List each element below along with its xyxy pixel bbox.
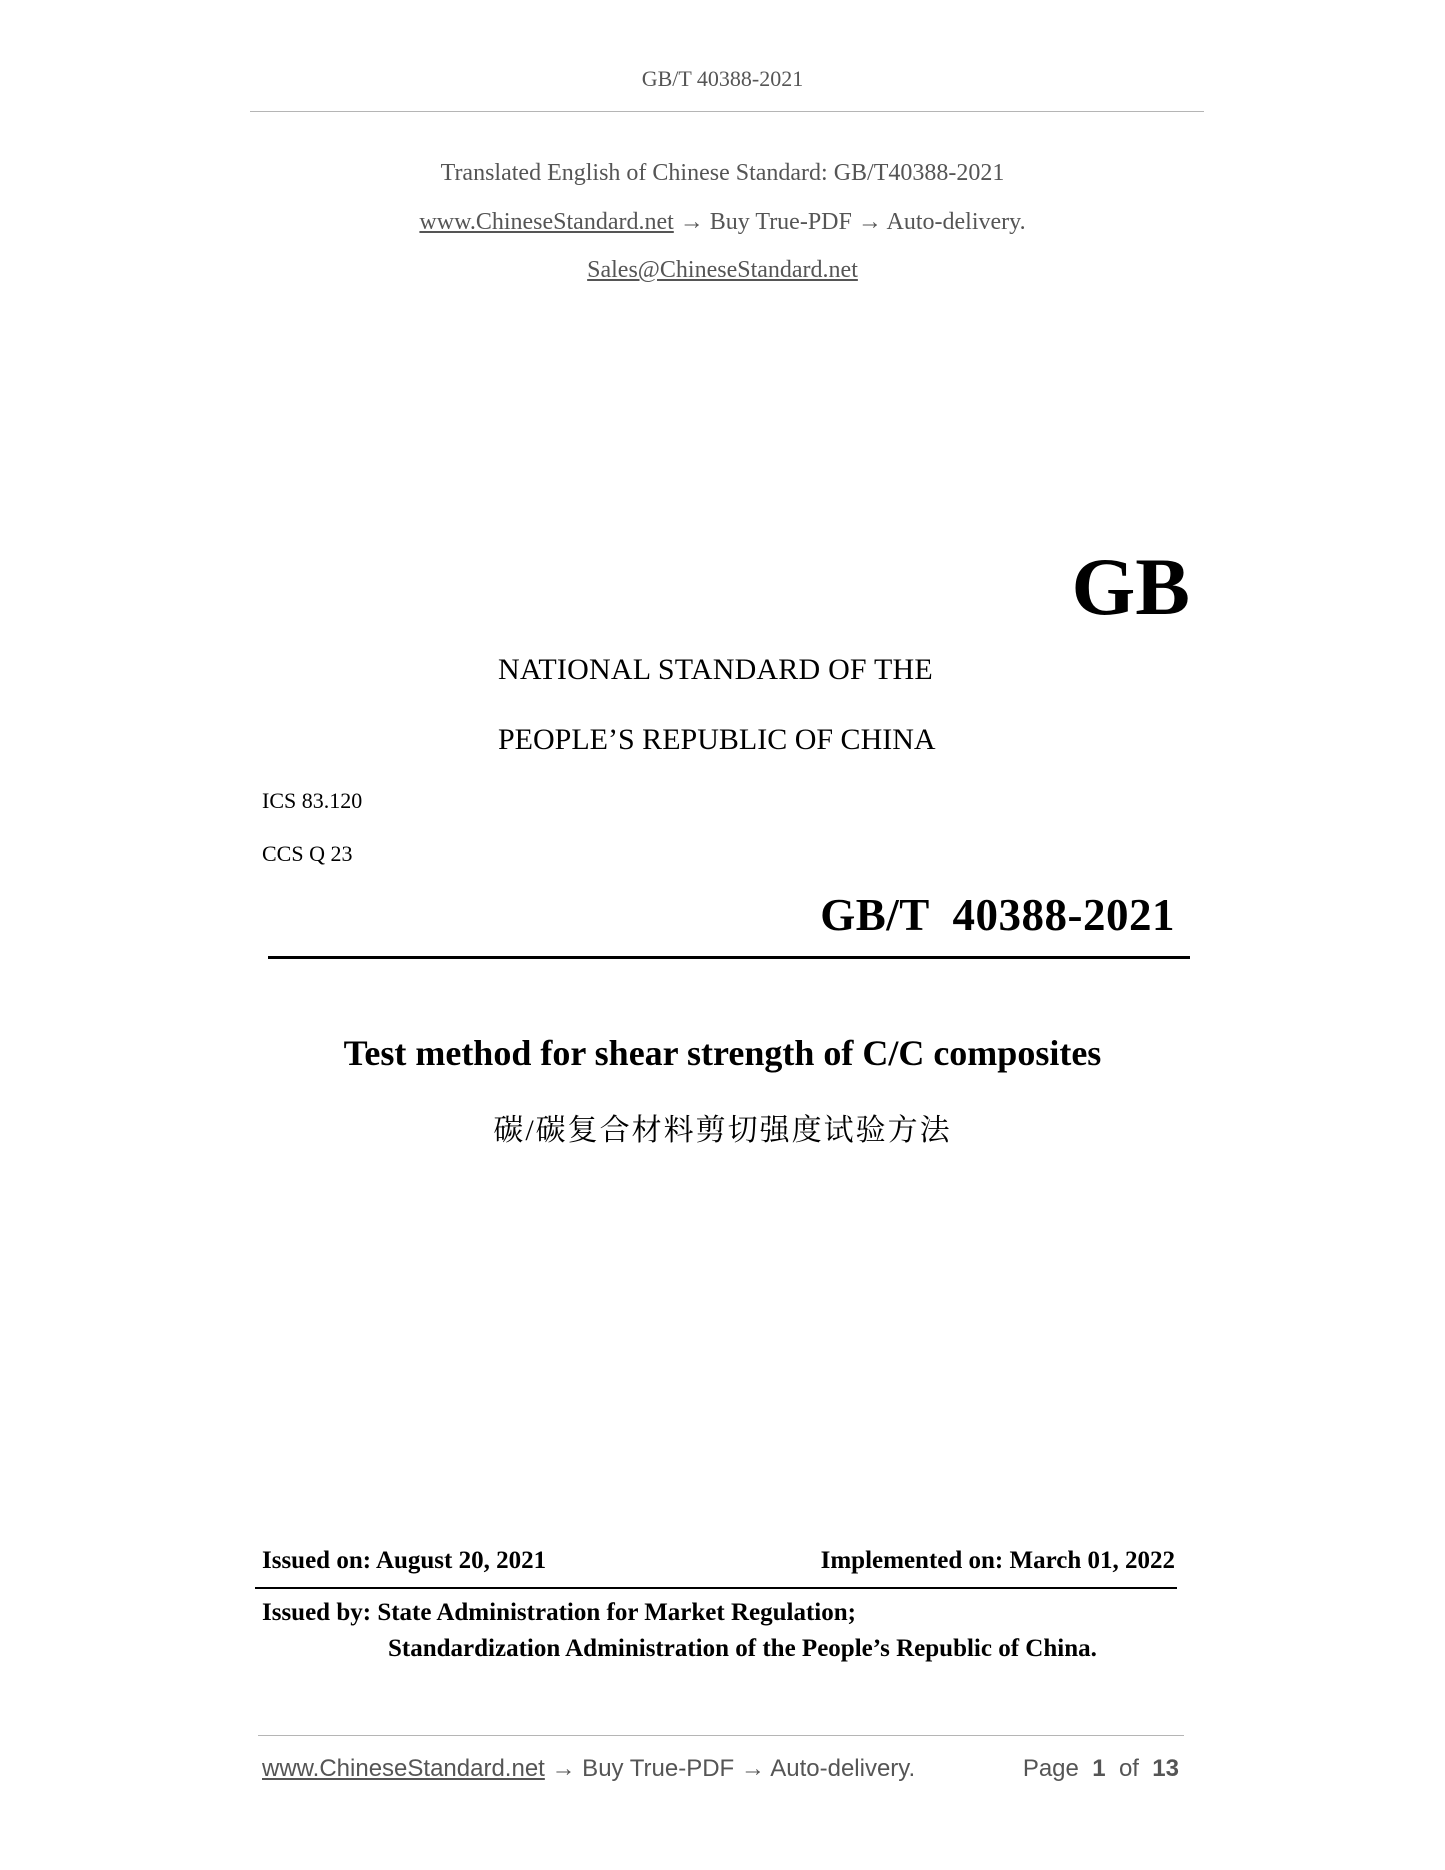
ccs-code: CCS Q 23 [262, 841, 353, 866]
site-link[interactable]: www.ChineseStandard.net [419, 209, 674, 235]
promo-tail: → Buy True-PDF → Auto-delivery. [673, 209, 1026, 235]
page-total: 13 [1152, 1755, 1179, 1782]
dates-divider [255, 1587, 1177, 1589]
footer-promo [262, 1755, 915, 1783]
header-divider [250, 111, 1204, 112]
title-chinese: 碳/碳复合材料剪切强度试验方法 [493, 1114, 952, 1147]
page-of: of [1118, 1755, 1139, 1782]
standard-number: GB/T 40388-2021 [820, 890, 1175, 940]
promo-line [0, 209, 1445, 236]
footer-divider [258, 1735, 1184, 1736]
email-link[interactable]: Sales@ChineseStandard.net [587, 257, 858, 283]
gb-mark: GB [1071, 541, 1190, 632]
title-english: Test method for shear strength of C/C composites [343, 1033, 1102, 1073]
implemented-on: Implemented on: March 01, 2022 [820, 1547, 1175, 1574]
national-standard-line1: NATIONAL STANDARD OF THE [498, 653, 933, 686]
page-indicator [1023, 1755, 1179, 1783]
national-standard-line2: PEOPLE’S REPUBLIC OF CHINA [498, 723, 936, 756]
email-line [0, 257, 1445, 284]
ics-code: ICS 83.120 [262, 788, 363, 813]
page-current: 1 [1092, 1755, 1106, 1782]
translation-note: Translated English of Chinese Standard: GB/T40388-2021 [440, 160, 1005, 186]
issued-by-line2: Standardization Administration of the People’s Republic of China. [388, 1635, 1097, 1662]
standard-number-rule [268, 956, 1190, 959]
footer-promo-tail: → Buy True-PDF → Auto-delivery. [544, 1755, 916, 1782]
page-label: Page [1022, 1755, 1079, 1782]
footer-site-link[interactable]: www.ChineseStandard.net [262, 1755, 545, 1782]
running-header: GB/T 40388-2021 [641, 66, 804, 91]
issued-on: Issued on: August 20, 2021 [262, 1547, 547, 1574]
issued-by-line1: Issued by: State Administration for Market Regulation; [262, 1599, 856, 1626]
